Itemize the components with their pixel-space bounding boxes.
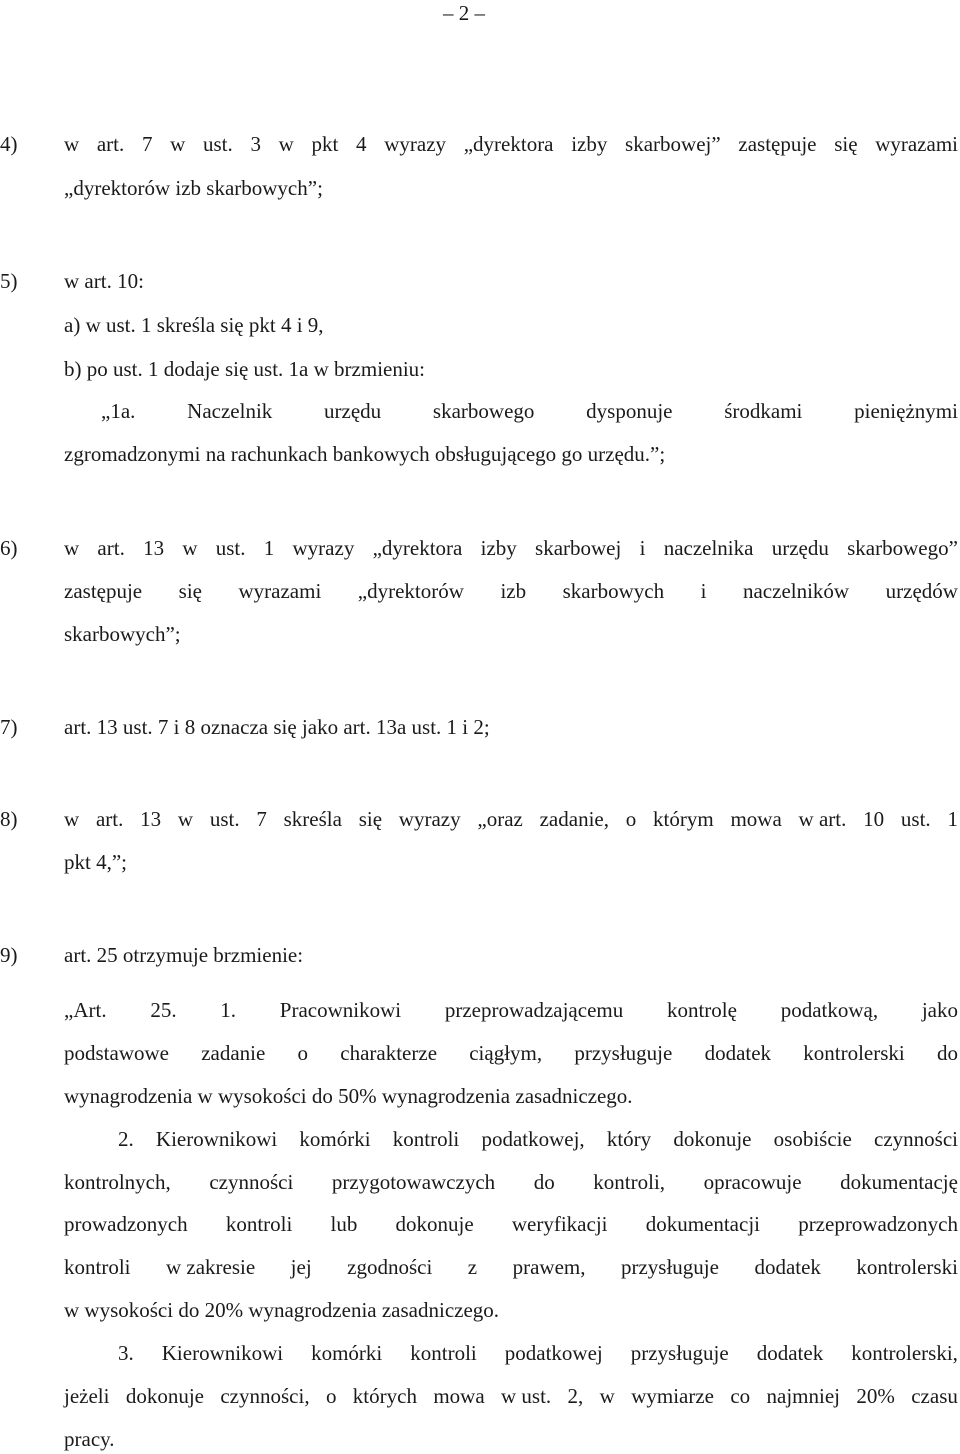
word: pkt xyxy=(311,132,339,156)
word: mowa xyxy=(433,1384,485,1408)
word: podatkowej, xyxy=(481,1127,585,1151)
word: jej xyxy=(290,1255,312,1279)
word: 3 xyxy=(250,132,261,156)
word: w xyxy=(278,132,294,156)
item-5-quote-line-1 xyxy=(101,398,958,424)
word: 13 xyxy=(140,807,162,831)
page-number: – 2 – xyxy=(443,1,485,25)
item-number: 4) xyxy=(0,132,18,156)
word: najmniej xyxy=(766,1384,841,1408)
word: 2. xyxy=(118,1127,134,1151)
item-5-quote-line-2: zgromadzonymi na rachunkach bankowych obsługującego go urzędu.”; xyxy=(64,442,666,466)
word: mowa xyxy=(730,807,782,831)
word: „oraz xyxy=(477,807,523,831)
word: skarbowej” xyxy=(625,132,721,156)
item-9-line-1: art. 25 otrzymuje brzmienie: xyxy=(64,943,304,967)
word: naczelnika xyxy=(663,536,754,560)
word: 4 xyxy=(356,132,367,156)
word: zastępuje xyxy=(738,132,817,156)
word: Naczelnik xyxy=(187,399,273,423)
word: ust. xyxy=(215,536,246,560)
word: podatkowej xyxy=(504,1341,603,1365)
word: kontrolnych, xyxy=(64,1170,171,1194)
word: w ust. xyxy=(501,1384,552,1408)
art25-p3-line-1 xyxy=(118,1340,958,1366)
word: którym xyxy=(653,807,714,831)
word: jako xyxy=(921,998,958,1022)
word: wyrazy xyxy=(384,132,447,156)
word: do xyxy=(533,1170,555,1194)
word: kontrolerski, xyxy=(851,1341,958,1365)
word: skreśla xyxy=(283,807,342,831)
art25-p3-line-3: pracy. xyxy=(64,1427,115,1451)
word: 1 xyxy=(947,807,958,831)
item-6-line-2 xyxy=(64,578,958,604)
word: art. xyxy=(97,536,125,560)
word: skarbowych xyxy=(562,579,665,603)
word: ust. xyxy=(203,132,233,156)
item-6-line-1 xyxy=(64,535,958,561)
word: ust. xyxy=(209,807,240,831)
art25-p1-line-1 xyxy=(64,997,958,1023)
word: w xyxy=(177,807,194,831)
word: w art. xyxy=(798,807,847,831)
word: dokumentację xyxy=(840,1170,958,1194)
word: o xyxy=(625,807,637,831)
word: dokumentacji xyxy=(645,1212,760,1236)
word: podatkową, xyxy=(780,998,879,1022)
word: lub xyxy=(330,1212,358,1236)
word: opracowuje xyxy=(703,1170,802,1194)
word: w xyxy=(64,536,80,560)
word: których xyxy=(352,1384,417,1408)
word: komórki xyxy=(299,1127,371,1151)
word: wyrazami xyxy=(238,579,322,603)
word: kontroli xyxy=(64,1255,131,1279)
art25-p3-line-2 xyxy=(64,1383,958,1409)
word: 10 xyxy=(863,807,885,831)
item-5-sub-b: b) po ust. 1 dodaje się ust. 1a w brzmieniu: xyxy=(64,357,426,381)
word: dokonuje xyxy=(125,1384,204,1408)
word: wyrazy xyxy=(292,536,355,560)
word: 13 xyxy=(143,536,165,560)
word: pieniężnymi xyxy=(854,399,958,423)
word: przygotowawczych xyxy=(331,1170,496,1194)
word: dysponuje xyxy=(586,399,673,423)
word: wymiarze xyxy=(631,1384,714,1408)
word: z xyxy=(467,1255,478,1279)
word: jeżeli xyxy=(64,1384,110,1408)
word: i xyxy=(639,536,646,560)
item-number: 5) xyxy=(0,269,18,293)
word: dodatek xyxy=(754,1255,821,1279)
word: kontrolę xyxy=(666,998,737,1022)
word: weryfikacji xyxy=(511,1212,608,1236)
word: urzędu xyxy=(771,536,829,560)
word: się xyxy=(834,132,858,156)
word: „1a. xyxy=(101,399,136,423)
word: „Art. xyxy=(64,998,107,1022)
item-number: 6) xyxy=(0,536,18,560)
item-8-line-1 xyxy=(64,806,958,832)
word: w xyxy=(64,807,80,831)
word: 2, xyxy=(567,1384,584,1408)
item-number: 8) xyxy=(0,807,18,831)
word: czasu xyxy=(911,1384,958,1408)
word: prowadzonych xyxy=(64,1212,188,1236)
word: wyrazy xyxy=(398,807,461,831)
item-7-line-1: art. 13 ust. 7 i 8 oznacza się jako art. 13a ust. 1 i 2; xyxy=(64,715,490,739)
word: przeprowadzającemu xyxy=(444,998,624,1022)
word: „dyrektora xyxy=(372,536,463,560)
art25-p2-line-5: w wysokości do 20% wynagrodzenia zasadniczego. xyxy=(64,1298,500,1322)
word: wyrazami xyxy=(875,132,958,156)
word: 7 xyxy=(256,807,267,831)
word: kontrolerski xyxy=(856,1255,958,1279)
word: 20% xyxy=(856,1384,895,1408)
word: co xyxy=(730,1384,751,1408)
word: izby xyxy=(571,132,608,156)
word: skarbowego” xyxy=(847,536,958,560)
item-number: 7) xyxy=(0,715,18,739)
word: kontroli xyxy=(392,1127,460,1151)
item-5-sub-a: a) w ust. 1 skreśla się pkt 4 i 9, xyxy=(64,313,324,337)
word: urzędu xyxy=(324,399,382,423)
word: przysługuje xyxy=(630,1341,729,1365)
word: Kierownikowi xyxy=(161,1341,284,1365)
word: środkami xyxy=(724,399,803,423)
item-number: 9) xyxy=(0,943,18,967)
art25-p2-line-3 xyxy=(64,1211,958,1237)
word: skarbowej xyxy=(535,536,622,560)
word: 1 xyxy=(263,536,275,560)
word: izb xyxy=(500,579,527,603)
word: zastępuje xyxy=(64,579,143,603)
word: o xyxy=(325,1384,337,1408)
word: czynności xyxy=(209,1170,294,1194)
word: kontroli xyxy=(410,1341,477,1365)
word: w xyxy=(170,132,186,156)
art25-p2-line-1 xyxy=(118,1126,958,1152)
word: kontroli xyxy=(225,1212,293,1236)
art25-p1-line-2 xyxy=(64,1040,958,1066)
word: zadanie xyxy=(201,1041,266,1065)
word: przeprowadzonych xyxy=(798,1212,958,1236)
word: dodatek xyxy=(756,1341,824,1365)
word: o xyxy=(297,1041,309,1065)
word: w xyxy=(182,536,198,560)
item-8-line-2: pkt 4,”; xyxy=(64,850,127,874)
word: Pracownikowi xyxy=(279,998,402,1022)
word: naczelników xyxy=(742,579,850,603)
word: charakterze xyxy=(340,1041,438,1065)
word: ciągłym, xyxy=(469,1041,543,1065)
word: 1. xyxy=(220,998,237,1022)
item-5-line-1: w art. 10: xyxy=(64,269,144,293)
word: przysługuje xyxy=(574,1041,673,1065)
word: dokonuje xyxy=(395,1212,474,1236)
word: przysługuje xyxy=(620,1255,719,1279)
word: Kierownikowi xyxy=(155,1127,278,1151)
word: 25. xyxy=(150,998,177,1022)
word: i xyxy=(700,579,707,603)
word: kontroli, xyxy=(593,1170,666,1194)
art25-p2-line-2 xyxy=(64,1169,958,1195)
word: ust. xyxy=(900,807,931,831)
word: czynności xyxy=(874,1127,958,1151)
word: dokonuje xyxy=(673,1127,752,1151)
word: do xyxy=(936,1041,958,1065)
word: „dyrektorów xyxy=(357,579,464,603)
word: czynności, xyxy=(220,1384,310,1408)
word: się xyxy=(178,579,202,603)
word: podstawowe xyxy=(64,1041,169,1065)
item-4-line-2: „dyrektorów izb skarbowych”; xyxy=(64,176,323,200)
word: zgodności xyxy=(347,1255,433,1279)
word: kontrolerski xyxy=(803,1041,905,1065)
word: który xyxy=(606,1127,652,1151)
word: urzędów xyxy=(885,579,958,603)
item-4-line-1 xyxy=(64,131,958,157)
item-6-line-3: skarbowych”; xyxy=(64,622,181,646)
word: w zakresie xyxy=(165,1255,256,1279)
word: 7 xyxy=(141,132,153,156)
word: art. xyxy=(96,132,125,156)
art25-p1-line-3: wynagrodzenia w wysokości do 50% wynagrodzenia zasadniczego. xyxy=(64,1084,633,1108)
word: dodatek xyxy=(704,1041,772,1065)
word: 3. xyxy=(118,1341,134,1365)
word: prawem, xyxy=(512,1255,586,1279)
word: art. xyxy=(95,807,124,831)
art25-p2-line-4 xyxy=(64,1254,958,1280)
word: izby xyxy=(480,536,517,560)
word: komórki xyxy=(311,1341,383,1365)
word: osobiście xyxy=(773,1127,852,1151)
word: się xyxy=(358,807,383,831)
word: „dyrektora xyxy=(463,132,554,156)
word: skarbowego xyxy=(432,399,535,423)
word: w xyxy=(599,1384,615,1408)
word: w xyxy=(64,132,80,156)
word: zadanie, xyxy=(539,807,609,831)
